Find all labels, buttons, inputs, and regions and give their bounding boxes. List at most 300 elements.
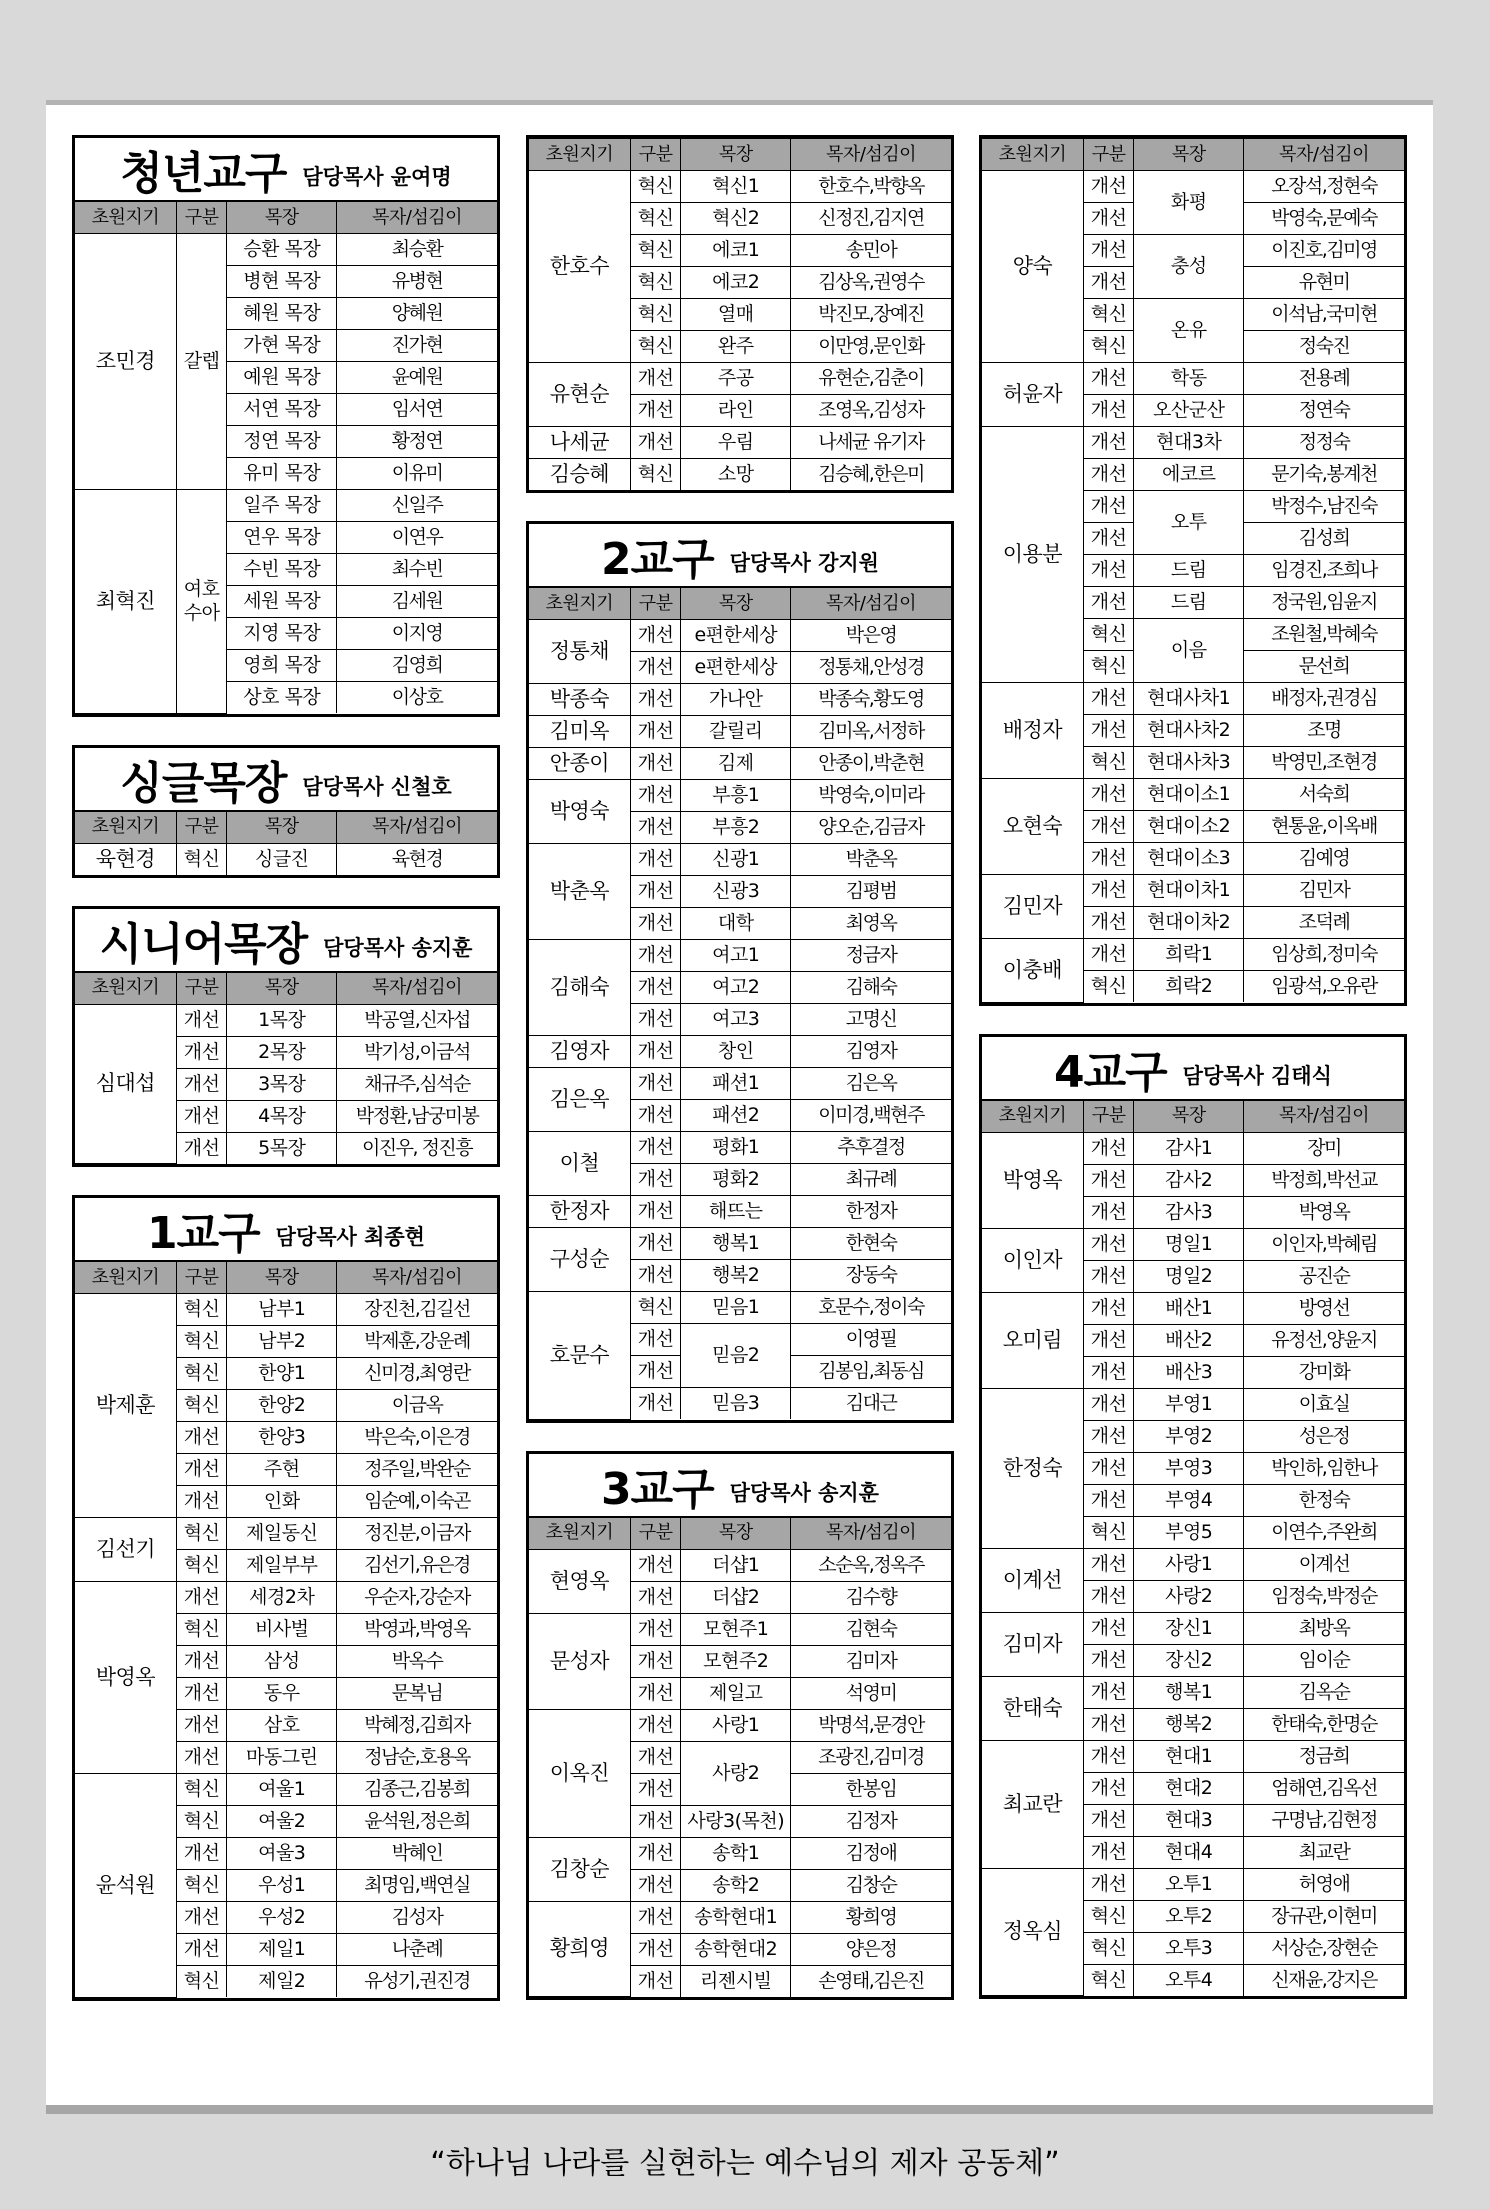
shepherd-names: 김현숙 bbox=[791, 1613, 951, 1645]
shepherd-names: 임상희,정미숙 bbox=[1244, 939, 1404, 971]
group-name: 병현 목장 bbox=[227, 266, 337, 298]
group-name: 에코1 bbox=[681, 235, 791, 267]
column-1 bbox=[72, 135, 500, 2029]
table-row bbox=[75, 1582, 497, 1614]
type-cell: 혁신 bbox=[630, 299, 681, 331]
group-name: 세원 목장 bbox=[227, 586, 337, 618]
leader-name: 박영옥 bbox=[75, 1582, 176, 1774]
type-cell: 개선 bbox=[630, 1260, 681, 1292]
group-name: 믿음1 bbox=[681, 1292, 791, 1324]
group-name: 삼성 bbox=[227, 1646, 337, 1678]
shepherd-names: 고명신 bbox=[791, 1004, 951, 1036]
section-header bbox=[529, 524, 951, 587]
table-row bbox=[75, 1294, 497, 1326]
group-name: 배산2 bbox=[1134, 1324, 1244, 1356]
group-name: 현대1 bbox=[1134, 1740, 1244, 1772]
group-name: 사랑1 bbox=[1134, 1548, 1244, 1580]
type-cell: 개선 bbox=[630, 427, 681, 459]
type-cell: 개선 bbox=[1083, 459, 1134, 491]
leader-name: 나세균 bbox=[529, 427, 630, 459]
shepherd-names: 이연우 bbox=[337, 522, 497, 554]
section-title: 3교구 bbox=[601, 1463, 714, 1515]
table-row bbox=[75, 234, 497, 266]
section-header bbox=[75, 748, 497, 811]
leader-name: 김창순 bbox=[529, 1837, 630, 1901]
column-header: 목자/섬김이 bbox=[1244, 139, 1404, 171]
shepherd-names: 유병현 bbox=[337, 266, 497, 298]
group-name: 한양2 bbox=[227, 1390, 337, 1422]
shepherd-names: 우순자,강순자 bbox=[337, 1582, 497, 1614]
shepherd-names: 공진순 bbox=[1244, 1260, 1404, 1292]
shepherd-names: 이금옥 bbox=[337, 1390, 497, 1422]
leader-name: 이인자 bbox=[982, 1228, 1083, 1292]
type-cell: 개선 bbox=[1083, 1228, 1134, 1260]
shepherd-names: 양혜원 bbox=[337, 298, 497, 330]
leader-name: 이용분 bbox=[982, 427, 1083, 683]
type-cell: 혁신 bbox=[630, 267, 681, 299]
leader-name: 김승혜 bbox=[529, 459, 630, 491]
shepherd-names: 김세원 bbox=[337, 586, 497, 618]
shepherd-names: 김옥순 bbox=[1244, 1676, 1404, 1708]
group-name: 에코르 bbox=[1134, 459, 1244, 491]
header-row bbox=[529, 139, 951, 171]
column-2 bbox=[526, 135, 954, 2028]
type-cell: 혁신 bbox=[176, 1326, 227, 1358]
group-name: 소망 bbox=[681, 459, 791, 491]
group-name: 감사3 bbox=[1134, 1196, 1244, 1228]
column-header: 목장 bbox=[227, 202, 337, 234]
shepherd-names: 박영민,조현경 bbox=[1244, 747, 1404, 779]
column-header: 목장 bbox=[681, 139, 791, 171]
group-name: 더샵1 bbox=[681, 1549, 791, 1581]
column-header: 목장 bbox=[681, 588, 791, 620]
table-row bbox=[982, 1676, 1404, 1708]
leader-name: 양숙 bbox=[982, 171, 1083, 363]
group-name: 오투 bbox=[1134, 491, 1244, 555]
group-name: 열매 bbox=[681, 299, 791, 331]
group-name: 오산군산 bbox=[1134, 395, 1244, 427]
column-header: 구분 bbox=[1083, 1100, 1134, 1132]
leader-name: 김해숙 bbox=[529, 940, 630, 1036]
shepherd-names: 김승혜,한은미 bbox=[791, 459, 951, 491]
leader-name: 오미림 bbox=[982, 1292, 1083, 1388]
group-name: 송학1 bbox=[681, 1837, 791, 1869]
roster-table bbox=[75, 1261, 497, 1998]
section-title: 싱글목장 bbox=[120, 757, 287, 809]
type-cell: 여호수아 bbox=[176, 490, 227, 714]
table-row bbox=[529, 1549, 951, 1581]
type-cell: 혁신 bbox=[1083, 651, 1134, 683]
group-name: 창인 bbox=[681, 1036, 791, 1068]
shepherd-names: 구명남,김현정 bbox=[1244, 1804, 1404, 1836]
type-cell: 개선 bbox=[1083, 1804, 1134, 1836]
table-row bbox=[75, 1004, 497, 1036]
type-cell: 개선 bbox=[630, 1709, 681, 1741]
shepherd-names: 엄해연,김옥선 bbox=[1244, 1772, 1404, 1804]
type-cell: 개선 bbox=[176, 1004, 227, 1036]
table-row bbox=[529, 1709, 951, 1741]
type-cell: 개선 bbox=[1083, 1260, 1134, 1292]
column-header: 초원지기 bbox=[982, 139, 1083, 171]
type-cell: 혁신 bbox=[630, 1292, 681, 1324]
type-cell: 개선 bbox=[630, 812, 681, 844]
type-cell: 개선 bbox=[630, 876, 681, 908]
shepherd-names: 이효실 bbox=[1244, 1388, 1404, 1420]
roster-table bbox=[75, 972, 497, 1165]
group-name: 싱글진 bbox=[227, 843, 337, 875]
type-cell: 개선 bbox=[1083, 1196, 1134, 1228]
column-3 bbox=[979, 135, 1407, 2027]
district-section bbox=[72, 745, 500, 878]
shepherd-names: 박은영 bbox=[791, 620, 951, 652]
header-row bbox=[982, 1100, 1404, 1132]
shepherd-names: 채규주,심석순 bbox=[337, 1068, 497, 1100]
shepherd-names: 전용례 bbox=[1244, 363, 1404, 395]
group-name: 배산3 bbox=[1134, 1356, 1244, 1388]
shepherd-names: 임순예,이숙곤 bbox=[337, 1486, 497, 1518]
column-header: 목자/섬김이 bbox=[791, 139, 951, 171]
shepherd-names: 김예영 bbox=[1244, 843, 1404, 875]
group-name: 행복2 bbox=[1134, 1708, 1244, 1740]
shepherd-names: 양은정 bbox=[791, 1933, 951, 1965]
shepherd-names: 박명석,문경안 bbox=[791, 1709, 951, 1741]
type-cell: 개선 bbox=[630, 940, 681, 972]
group-name: 승환 목장 bbox=[227, 234, 337, 266]
roster-table bbox=[75, 811, 497, 875]
table-row bbox=[529, 780, 951, 812]
group-name: 일주 목장 bbox=[227, 490, 337, 522]
type-cell: 개선 bbox=[1083, 715, 1134, 747]
group-name: 여울1 bbox=[227, 1774, 337, 1806]
shepherd-names: 김종근,김봉희 bbox=[337, 1774, 497, 1806]
shepherd-names: 문복님 bbox=[337, 1678, 497, 1710]
group-name: 희락2 bbox=[1134, 971, 1244, 1003]
group-name: 오투2 bbox=[1134, 1900, 1244, 1932]
type-cell: 개선 bbox=[1083, 235, 1134, 267]
table-row bbox=[75, 490, 497, 522]
shepherd-names: 최방옥 bbox=[1244, 1612, 1404, 1644]
section-header bbox=[529, 1454, 951, 1517]
shepherd-names: 김봉임,최동심 bbox=[791, 1356, 951, 1388]
shepherd-names: 김선기,유은경 bbox=[337, 1550, 497, 1582]
group-name: 장신1 bbox=[1134, 1612, 1244, 1644]
table-row bbox=[982, 1612, 1404, 1644]
leader-name: 안종이 bbox=[529, 748, 630, 780]
shepherd-names: 최영옥 bbox=[791, 908, 951, 940]
shepherd-names: 정진분,이금자 bbox=[337, 1518, 497, 1550]
shepherd-names: 정통채,안성경 bbox=[791, 652, 951, 684]
section-header bbox=[982, 1037, 1404, 1100]
type-cell: 개선 bbox=[176, 1646, 227, 1678]
shepherd-names: 장진천,김길선 bbox=[337, 1294, 497, 1326]
shepherd-names: 정국원,임윤지 bbox=[1244, 587, 1404, 619]
district-section bbox=[526, 521, 954, 1423]
shepherd-names: 정금자 bbox=[791, 940, 951, 972]
group-name: 충성 bbox=[1134, 235, 1244, 299]
type-cell: 개선 bbox=[1083, 1452, 1134, 1484]
type-cell: 혁신 bbox=[1083, 971, 1134, 1003]
group-name: 송학현대2 bbox=[681, 1933, 791, 1965]
group-name: 이음 bbox=[1134, 619, 1244, 683]
group-name: 사랑3(목천) bbox=[681, 1805, 791, 1837]
type-cell: 개선 bbox=[176, 1100, 227, 1132]
group-name: 갈릴리 bbox=[681, 716, 791, 748]
type-cell: 개선 bbox=[1083, 1420, 1134, 1452]
column-header: 목자/섬김이 bbox=[337, 1262, 497, 1294]
group-name: 온유 bbox=[1134, 299, 1244, 363]
leader-name: 박영숙 bbox=[529, 780, 630, 844]
type-cell: 개선 bbox=[630, 1356, 681, 1388]
group-name: 가나안 bbox=[681, 684, 791, 716]
table-row bbox=[75, 1518, 497, 1550]
shepherd-names: 김성희 bbox=[1244, 523, 1404, 555]
table-row bbox=[982, 1228, 1404, 1260]
leader-name: 김미자 bbox=[982, 1612, 1083, 1676]
shepherd-names: 한정숙 bbox=[1244, 1484, 1404, 1516]
leader-name: 이철 bbox=[529, 1132, 630, 1196]
type-cell: 개선 bbox=[630, 716, 681, 748]
header-row bbox=[75, 202, 497, 234]
shepherd-names: 조원철,박혜숙 bbox=[1244, 619, 1404, 651]
shepherd-names: 문선희 bbox=[1244, 651, 1404, 683]
shepherd-names: 방영선 bbox=[1244, 1292, 1404, 1324]
group-name: 행복1 bbox=[681, 1228, 791, 1260]
type-cell: 개선 bbox=[1083, 1868, 1134, 1900]
group-name: 현대3차 bbox=[1134, 427, 1244, 459]
shepherd-names: 박영옥 bbox=[1244, 1196, 1404, 1228]
shepherd-names: 유현순,김춘이 bbox=[791, 363, 951, 395]
shepherd-names: 김영자 bbox=[791, 1036, 951, 1068]
group-name: 희락1 bbox=[1134, 939, 1244, 971]
column-header: 목장 bbox=[227, 811, 337, 843]
group-name: 비사벌 bbox=[227, 1614, 337, 1646]
column-header: 구분 bbox=[176, 202, 227, 234]
type-cell: 개선 bbox=[1083, 1356, 1134, 1388]
group-name: 수빈 목장 bbox=[227, 554, 337, 586]
table-row bbox=[529, 427, 951, 459]
header-row bbox=[75, 811, 497, 843]
shepherd-names: 배정자,권경심 bbox=[1244, 683, 1404, 715]
group-name: 부흥2 bbox=[681, 812, 791, 844]
column-header: 초원지기 bbox=[75, 1262, 176, 1294]
group-name: 더샵2 bbox=[681, 1581, 791, 1613]
type-cell: 개선 bbox=[630, 1837, 681, 1869]
shepherd-names: 박정환,남궁미봉 bbox=[337, 1100, 497, 1132]
type-cell: 혁신 bbox=[176, 1390, 227, 1422]
type-cell: 개선 bbox=[1083, 427, 1134, 459]
shepherd-names: 박제훈,강운례 bbox=[337, 1326, 497, 1358]
district-section bbox=[526, 1451, 954, 2001]
section-pastor: 담당목사 송지훈 bbox=[729, 1480, 879, 1505]
group-name: 지영 목장 bbox=[227, 618, 337, 650]
type-cell: 개선 bbox=[630, 1677, 681, 1709]
type-cell: 개선 bbox=[630, 395, 681, 427]
shepherd-names: 이석남,국미현 bbox=[1244, 299, 1404, 331]
column-header: 구분 bbox=[176, 972, 227, 1004]
group-name: 동우 bbox=[227, 1678, 337, 1710]
group-name: 믿음2 bbox=[681, 1324, 791, 1388]
group-name: 주공 bbox=[681, 363, 791, 395]
group-name: 우성1 bbox=[227, 1870, 337, 1902]
shepherd-names: 황희영 bbox=[791, 1901, 951, 1933]
type-cell: 개선 bbox=[176, 1132, 227, 1164]
shepherd-names: 최명임,백연실 bbox=[337, 1870, 497, 1902]
leader-name: 최혁진 bbox=[75, 490, 176, 714]
leader-name: 김민자 bbox=[982, 875, 1083, 939]
column-header: 초원지기 bbox=[982, 1100, 1083, 1132]
type-cell: 혁신 bbox=[1083, 1900, 1134, 1932]
group-name: 드림 bbox=[1134, 555, 1244, 587]
type-cell: 혁신 bbox=[176, 1550, 227, 1582]
shepherd-names: 서숙희 bbox=[1244, 779, 1404, 811]
leader-name: 육현경 bbox=[75, 843, 176, 875]
table-row bbox=[529, 1901, 951, 1933]
shepherd-names: 추후결정 bbox=[791, 1132, 951, 1164]
type-cell: 개선 bbox=[630, 1869, 681, 1901]
table-row bbox=[529, 716, 951, 748]
type-cell: 개선 bbox=[176, 1068, 227, 1100]
type-cell: 개선 bbox=[1083, 1548, 1134, 1580]
roster-table bbox=[529, 138, 951, 490]
column-header: 초원지기 bbox=[529, 139, 630, 171]
type-cell: 개선 bbox=[1083, 779, 1134, 811]
column-header: 구분 bbox=[630, 139, 681, 171]
leader-name: 김선기 bbox=[75, 1518, 176, 1582]
table-row bbox=[982, 1548, 1404, 1580]
shepherd-names: 신정진,김지연 bbox=[791, 203, 951, 235]
shepherd-names: 김평범 bbox=[791, 876, 951, 908]
shepherd-names: 이인자,박혜림 bbox=[1244, 1228, 1404, 1260]
leader-name: 박영옥 bbox=[982, 1132, 1083, 1228]
roster-table bbox=[529, 1517, 951, 1998]
type-cell: 개선 bbox=[1083, 1484, 1134, 1516]
type-cell: 개선 bbox=[176, 1036, 227, 1068]
table-row bbox=[982, 939, 1404, 971]
group-name: 여고3 bbox=[681, 1004, 791, 1036]
leader-name: 박종숙 bbox=[529, 684, 630, 716]
shepherd-names: 장규관,이현미 bbox=[1244, 1900, 1404, 1932]
type-cell: 개선 bbox=[1083, 395, 1134, 427]
group-name: 패션1 bbox=[681, 1068, 791, 1100]
type-cell: 혁신 bbox=[1083, 747, 1134, 779]
group-name: 대학 bbox=[681, 908, 791, 940]
section-pastor: 담당목사 김태식 bbox=[1182, 1063, 1332, 1088]
section-title: 2교구 bbox=[601, 534, 714, 585]
leader-name: 정통채 bbox=[529, 620, 630, 684]
shepherd-names: 김미자 bbox=[791, 1645, 951, 1677]
shepherd-names: 김정자 bbox=[791, 1805, 951, 1837]
type-cell: 개선 bbox=[1083, 843, 1134, 875]
column-header: 구분 bbox=[630, 588, 681, 620]
type-cell: 혁신 bbox=[176, 1358, 227, 1390]
shepherd-names: 김창순 bbox=[791, 1869, 951, 1901]
column-header: 목장 bbox=[1134, 139, 1244, 171]
leader-name: 박제훈 bbox=[75, 1294, 176, 1518]
section-pastor: 담당목사 신철호 bbox=[302, 774, 452, 799]
type-cell: 개선 bbox=[176, 1454, 227, 1486]
type-cell: 개선 bbox=[176, 1710, 227, 1742]
shepherd-names: 박인하,임한나 bbox=[1244, 1452, 1404, 1484]
group-name: 부영1 bbox=[1134, 1388, 1244, 1420]
type-cell: 개선 bbox=[630, 652, 681, 684]
shepherd-names: 한호수,박향옥 bbox=[791, 171, 951, 203]
type-cell: 개선 bbox=[1083, 939, 1134, 971]
type-cell: 혁신 bbox=[630, 331, 681, 363]
header-row bbox=[529, 1517, 951, 1549]
type-cell: 개선 bbox=[630, 1741, 681, 1773]
shepherd-names: 나세균 유기자 bbox=[791, 427, 951, 459]
shepherd-names: 문기숙,봉계천 bbox=[1244, 459, 1404, 491]
group-name: 부영2 bbox=[1134, 1420, 1244, 1452]
group-name: 오투4 bbox=[1134, 1964, 1244, 1996]
type-cell: 개선 bbox=[630, 1388, 681, 1420]
column-header: 목자/섬김이 bbox=[337, 972, 497, 1004]
group-name: 송학현대1 bbox=[681, 1901, 791, 1933]
group-name: 리젠시빌 bbox=[681, 1965, 791, 1997]
leader-name: 심대섭 bbox=[75, 1004, 176, 1164]
type-cell: 개선 bbox=[1083, 171, 1134, 203]
group-name: 영희 목장 bbox=[227, 650, 337, 682]
type-cell: 개선 bbox=[1083, 683, 1134, 715]
type-cell: 개선 bbox=[176, 1582, 227, 1614]
type-cell: 개선 bbox=[630, 780, 681, 812]
type-cell: 개선 bbox=[1083, 1772, 1134, 1804]
type-cell: 개선 bbox=[630, 1549, 681, 1581]
group-name: 송학2 bbox=[681, 1869, 791, 1901]
shepherd-names: 박춘옥 bbox=[791, 844, 951, 876]
section-header bbox=[75, 138, 497, 201]
column-header: 목자/섬김이 bbox=[791, 588, 951, 620]
group-name: 정연 목장 bbox=[227, 426, 337, 458]
type-cell: 혁신 bbox=[630, 203, 681, 235]
table-row bbox=[529, 1196, 951, 1228]
group-name: 모현주1 bbox=[681, 1613, 791, 1645]
shepherd-names: 박정수,남진숙 bbox=[1244, 491, 1404, 523]
leader-name: 김미옥 bbox=[529, 716, 630, 748]
group-name: 가현 목장 bbox=[227, 330, 337, 362]
type-cell: 개선 bbox=[1083, 1708, 1134, 1740]
group-name: 명일1 bbox=[1134, 1228, 1244, 1260]
shepherd-names: 임서연 bbox=[337, 394, 497, 426]
group-name: 행복2 bbox=[681, 1260, 791, 1292]
table-row bbox=[529, 171, 951, 203]
type-cell: 개선 bbox=[630, 1805, 681, 1837]
shepherd-names: 최승환 bbox=[337, 234, 497, 266]
type-cell: 혁신 bbox=[176, 843, 227, 875]
table-row bbox=[529, 459, 951, 491]
column-header: 구분 bbox=[630, 1517, 681, 1549]
shepherd-names: 박혜인 bbox=[337, 1838, 497, 1870]
type-cell: 혁신 bbox=[176, 1774, 227, 1806]
leader-name: 허윤자 bbox=[982, 363, 1083, 427]
shepherd-names: 신재윤,강지은 bbox=[1244, 1964, 1404, 1996]
table-row bbox=[982, 1132, 1404, 1164]
type-cell: 개선 bbox=[1083, 267, 1134, 299]
type-cell: 개선 bbox=[1083, 1676, 1134, 1708]
group-name: 배산1 bbox=[1134, 1292, 1244, 1324]
group-name: 학동 bbox=[1134, 363, 1244, 395]
group-name: 현대사차2 bbox=[1134, 715, 1244, 747]
group-name: 남부1 bbox=[227, 1294, 337, 1326]
shepherd-names: 임이순 bbox=[1244, 1644, 1404, 1676]
type-cell: 개선 bbox=[630, 1036, 681, 1068]
column-header: 목자/섬김이 bbox=[1244, 1100, 1404, 1132]
group-name: 우성2 bbox=[227, 1902, 337, 1934]
group-name: 믿음3 bbox=[681, 1388, 791, 1420]
group-name: 4목장 bbox=[227, 1100, 337, 1132]
group-name: 장신2 bbox=[1134, 1644, 1244, 1676]
leader-name: 한정자 bbox=[529, 1196, 630, 1228]
